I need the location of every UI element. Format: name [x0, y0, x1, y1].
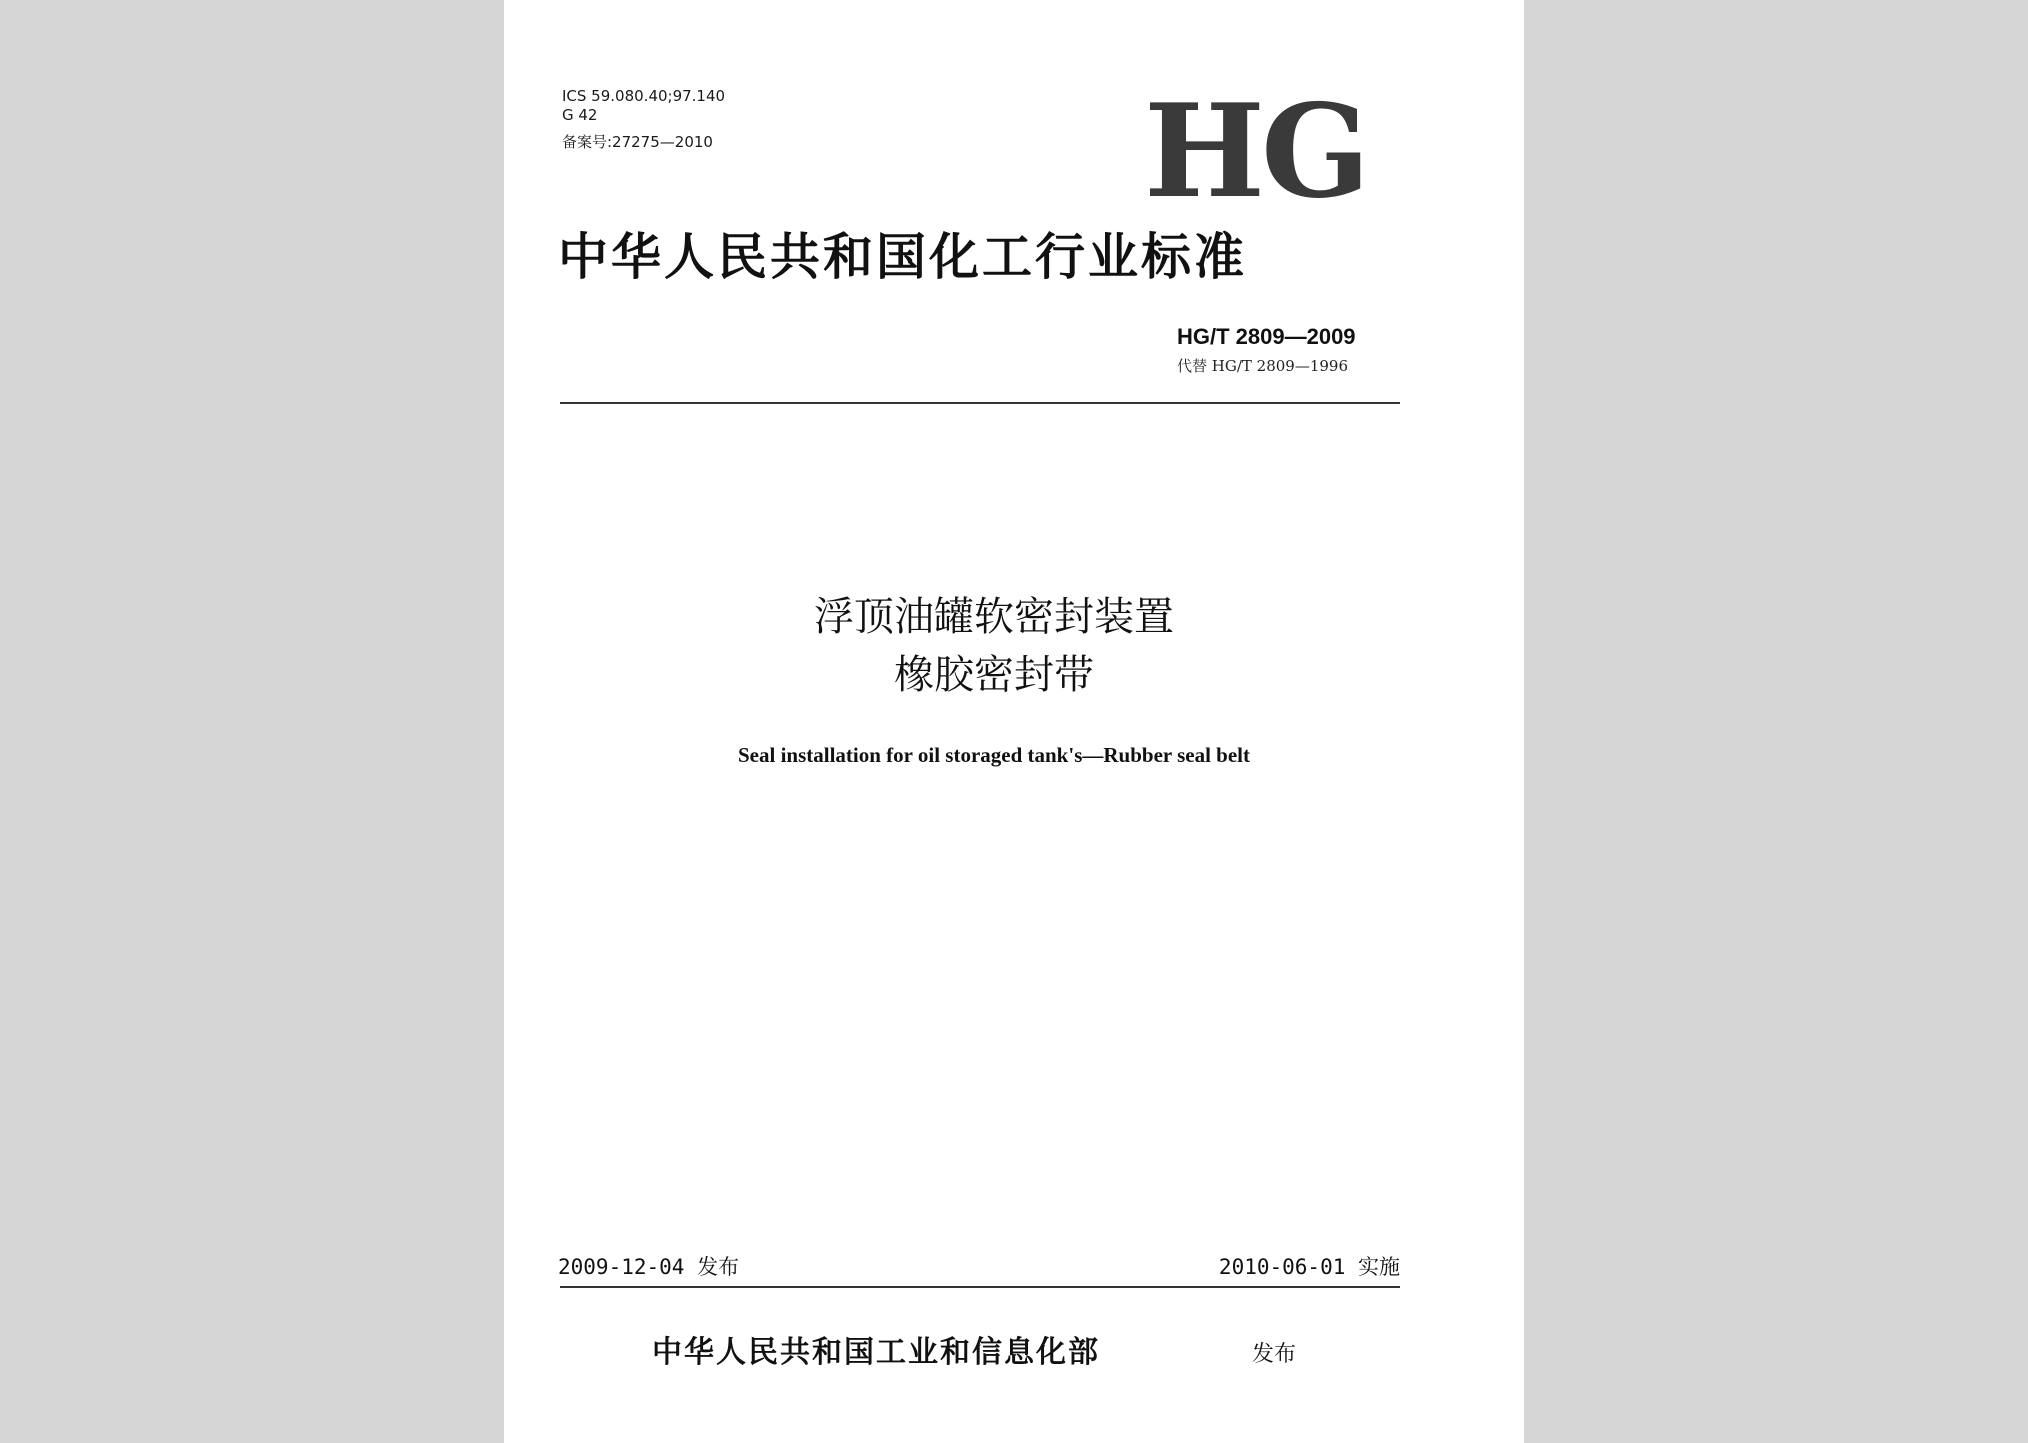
issue-date: 2009-12-04 发布 — [558, 1255, 740, 1279]
publisher-name: 中华人民共和国工业和信息化部 — [652, 1335, 1100, 1370]
record-number: 备案号:27275—2010 — [562, 133, 713, 151]
replaces-standard: 代替 HG/T 2809—1996 — [1177, 357, 1349, 375]
publisher-action: 发布 — [1252, 1342, 1297, 1367]
title-chinese-line1: 浮顶油罐软密封装置 — [814, 594, 1174, 640]
top-divider — [560, 402, 1400, 404]
standard-number: HG/T 2809—2009 — [1177, 324, 1356, 349]
hg-logo: HG — [1144, 77, 1367, 227]
ccs-code: G 42 — [562, 106, 598, 124]
title-english: Seal installation for oil storaged tank's—Rubber seal belt — [737, 743, 1250, 767]
standard-type-heading: 中华人民共和国化工行业标准 — [558, 228, 1247, 286]
document-page — [504, 0, 1524, 1443]
bottom-divider — [560, 1286, 1400, 1288]
title-chinese-line2: 橡胶密封带 — [894, 652, 1094, 698]
ics-code: ICS 59.080.40;97.140 — [562, 87, 726, 105]
effective-date: 2010-06-01 实施 — [1218, 1255, 1400, 1279]
